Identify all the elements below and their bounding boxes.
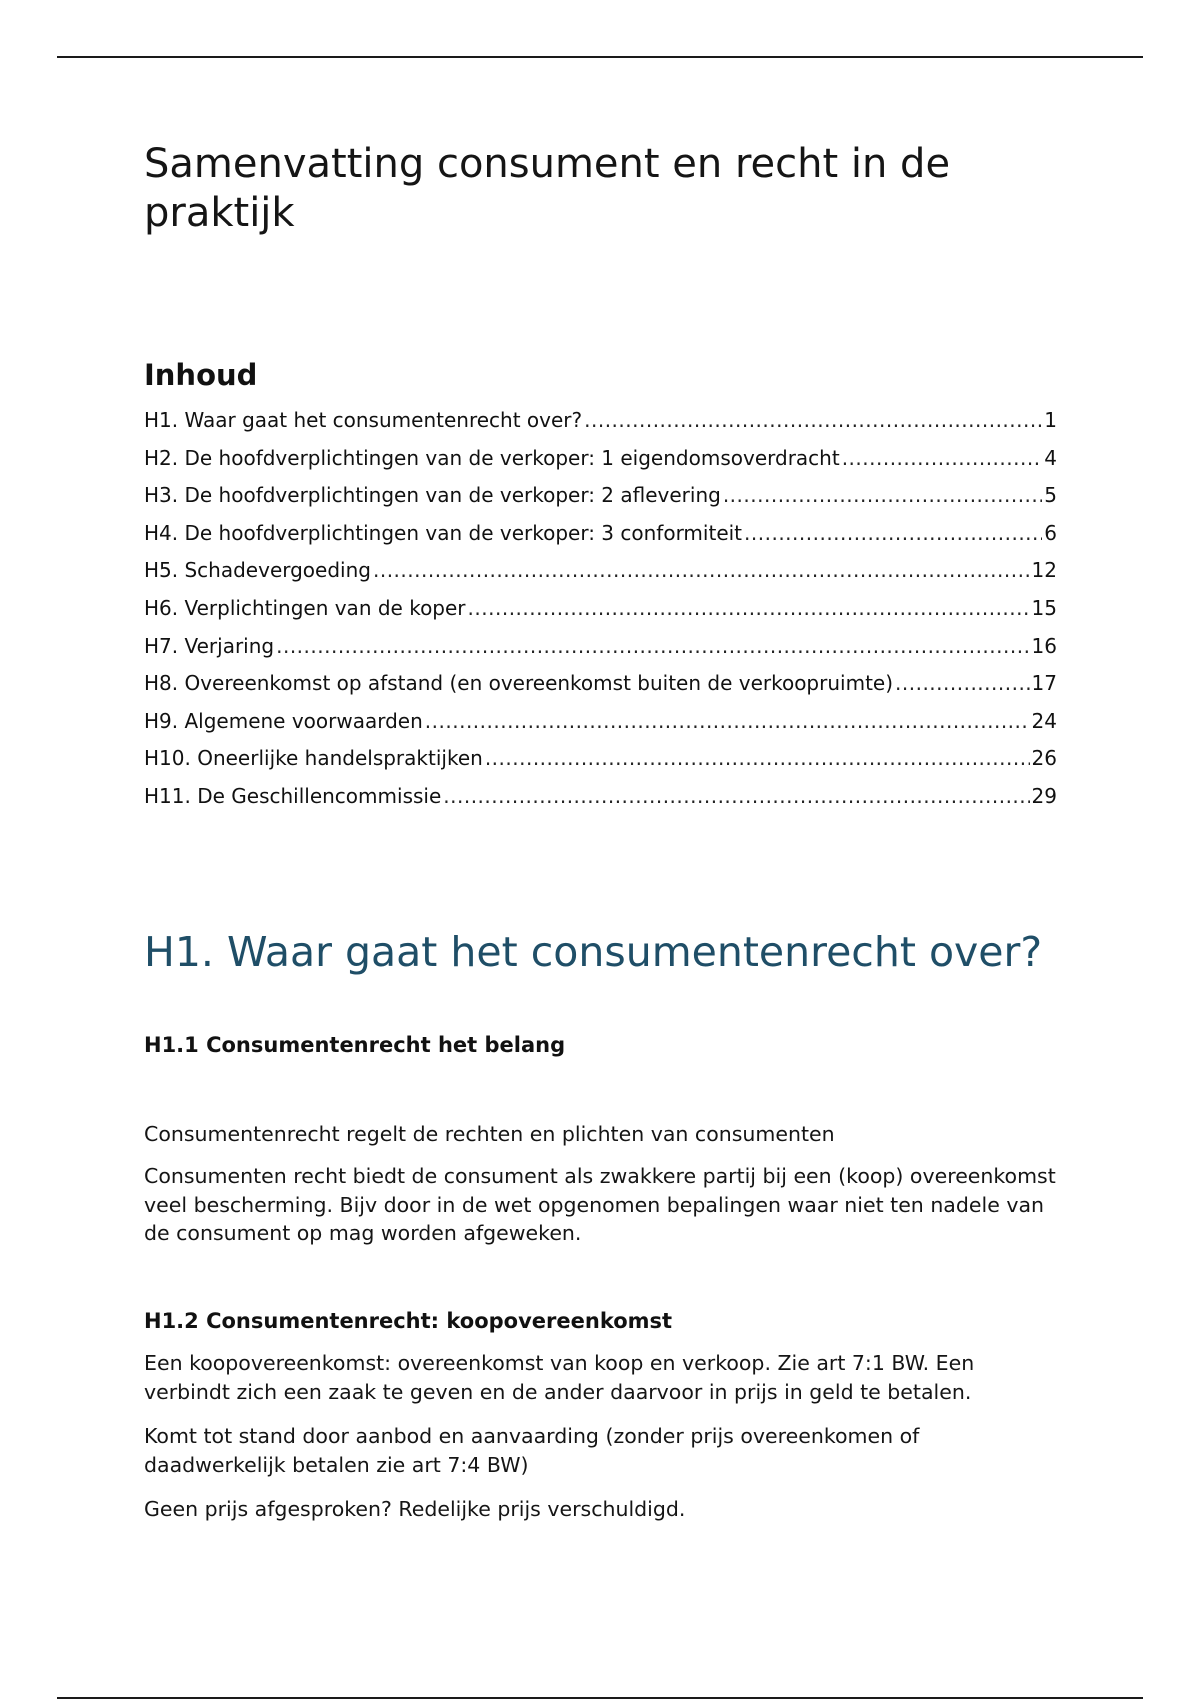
- toc-entry-label: H7. Verjaring: [144, 633, 275, 658]
- paragraph: Consumentenrecht regelt de rechten en plichten van consumenten: [144, 1122, 835, 1146]
- subsection-heading-h1-1: H1.1 Consumentenrecht het belang: [144, 1033, 566, 1057]
- toc-entry-h11[interactable]: [144, 778, 1057, 816]
- toc-entry-label: H9. Algemene voorwaarden: [144, 708, 423, 733]
- toc-entry-h2[interactable]: [144, 440, 1057, 478]
- toc-entry-page: 4: [1044, 445, 1057, 470]
- toc-entry-label: H2. De hoofdverplichtingen van de verkoper: 1 eigendomsoverdracht: [144, 445, 840, 470]
- toc-entry-label: H11. De Geschillencommissie: [144, 783, 442, 808]
- toc-heading: Inhoud: [144, 358, 258, 392]
- footer-rule: [57, 1697, 1143, 1699]
- toc-entry-label: H4. De hoofdverplichtingen van de verkoper: 3 conformiteit: [144, 520, 743, 545]
- toc-leader-dots: [485, 740, 1030, 778]
- toc-entry-h10[interactable]: [144, 740, 1057, 778]
- toc-entry-h5[interactable]: [144, 552, 1057, 590]
- paragraph: Consumenten recht biedt de consument als zwakkere partij bij een (koop) overeenkomst veel bescherming. Bijv door in de wet opgenomen bepalingen waar niet ten nadele van de consument op mag worden afgeweken.: [144, 1164, 1056, 1245]
- toc-entry-page: 12: [1031, 558, 1057, 583]
- paragraph: Komt tot stand door aanbod en aanvaarding (zonder prijs overeenkomen of daadwerkelijk betalen zie art 7:4 BW): [144, 1424, 920, 1477]
- toc-leader-dots: [468, 590, 1030, 628]
- toc-leader-dots: [895, 665, 1030, 703]
- toc-entry-page: 6: [1044, 520, 1057, 545]
- toc-entry-h3[interactable]: [144, 477, 1057, 515]
- toc-leader-dots: [842, 440, 1043, 478]
- toc-leader-dots: [425, 703, 1030, 741]
- toc-entry-page: 29: [1031, 783, 1057, 808]
- toc-entry-h4[interactable]: [144, 515, 1057, 553]
- toc-entry-label: H10. Oneerlijke handelspraktijken: [144, 746, 483, 771]
- toc-entry-page: 16: [1031, 633, 1057, 658]
- document-title: Samenvatting consument en recht in de praktijk: [144, 141, 951, 236]
- header-rule: [57, 56, 1143, 58]
- toc-entry-h9[interactable]: [144, 703, 1057, 741]
- toc-leader-dots: [276, 628, 1029, 666]
- toc-leader-dots: [723, 477, 1042, 515]
- toc-entry-label: H3. De hoofdverplichtingen van de verkoper: 2 aflevering: [144, 483, 721, 508]
- toc-entry-label: H6. Verplichtingen van de koper: [144, 595, 466, 620]
- toc-leader-dots: [443, 778, 1029, 816]
- toc-entry-h8[interactable]: [144, 665, 1057, 703]
- toc-leader-dots: [584, 402, 1042, 440]
- paragraph: Geen prijs afgesproken? Redelijke prijs verschuldigd.: [144, 1497, 686, 1521]
- subsection-heading-h1-2: H1.2 Consumentenrecht: koopovereenkomst: [144, 1309, 673, 1333]
- toc-entry-page: 24: [1031, 708, 1057, 733]
- toc-entry-h7[interactable]: [144, 628, 1057, 666]
- toc-entry-page: 15: [1031, 595, 1057, 620]
- toc-entry-label: H1. Waar gaat het consumentenrecht over?: [144, 408, 583, 432]
- toc-entry-h1[interactable]: [144, 402, 1057, 440]
- table-of-contents: [144, 402, 1057, 816]
- toc-leader-dots: [744, 515, 1042, 553]
- section-heading-h1: H1. Waar gaat het consumentenrecht over?: [144, 928, 1043, 976]
- toc-entry-page: 1: [1044, 408, 1057, 432]
- toc-entry-page: 26: [1031, 746, 1057, 771]
- toc-leader-dots: [373, 552, 1030, 590]
- toc-entry-page: 5: [1044, 483, 1057, 508]
- toc-entry-label: H5. Schadevergoeding: [144, 558, 371, 583]
- paragraph: Een koopovereenkomst: overeenkomst van koop en verkoop. Zie art 7:1 BW. Een verbindt zich een zaak te geven en de ander daarvoor in prijs in geld te betalen.: [144, 1351, 975, 1404]
- toc-entry-page: 17: [1031, 671, 1057, 696]
- toc-entry-h6[interactable]: [144, 590, 1057, 628]
- toc-entry-label: H8. Overeenkomst op afstand (en overeenkomst buiten de verkoopruimte): [144, 671, 894, 696]
